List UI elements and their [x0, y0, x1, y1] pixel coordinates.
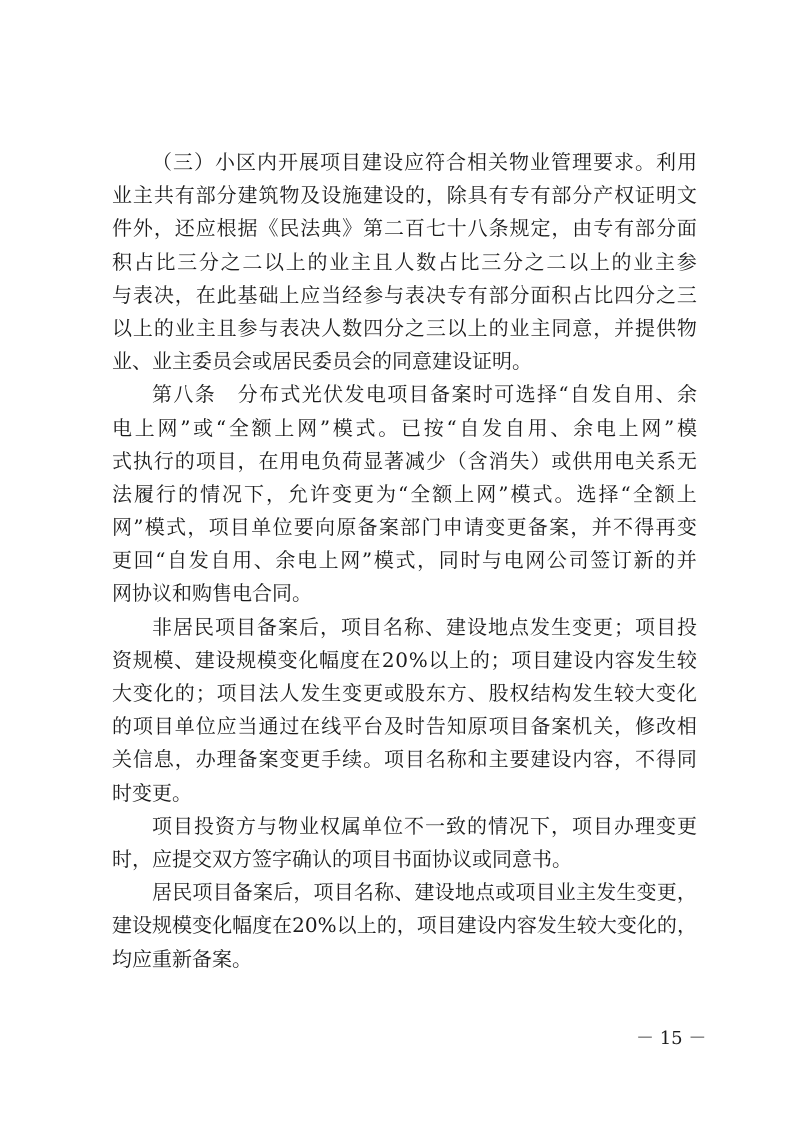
- paragraph-non-resident-changes: [112, 611, 697, 810]
- text-line: 业、业主委员会或居民委员会的同意建设证明。: [112, 349, 532, 374]
- paragraph-investor-property-mismatch: [112, 810, 697, 876]
- body-text: [112, 146, 697, 976]
- text-line: 资 规 模 、 建 设 规 模 变 化 幅 度 在 2 0 % 以 上 的 ； 项 目 建 设 内 容 发 生 较: [112, 647, 697, 672]
- text-line: （ 三 ） 小 区 内 开 展 项 目 建 设 应 符 合 相 关 物 业 管 理 要 求 。 利 用: [152, 150, 697, 174]
- text-line: 更 回 “ 自 发 自 用 、 余 电 上 网 ” 模 式 ， 同 时 与 电 网 公 司 签 订 新 的 并: [112, 548, 697, 573]
- text-line: 大 变 化 的 ； 项 目 法 人 发 生 变 更 或 股 东 方 、 股 权 结 构 发 生 较 大 变 化: [112, 681, 697, 705]
- text-line: 时变更。: [112, 780, 192, 805]
- text-line: 式 执 行 的 项 目 ， 在 用 电 负 荷 显 著 减 少 （ 含 消 失 ） 或 供 用 电 关 系 无: [112, 448, 697, 473]
- text-line: 以 上 的 业 主 且 参 与 表 决 人 数 四 分 之 三 以 上 的 业 主 同 意 ， 并 提 供 物: [112, 315, 697, 340]
- text-line: 建 设 规 模 变 化 幅 度 在 2 0 % 以 上 的 ， 项 目 建 设 内 容 发 生 较 大 变 化 的 ，: [112, 913, 697, 938]
- text-line: 居 民 项 目 备 案 后 ， 项 目 名 称 、 建 设 地 点 或 项 目 业 主 发 生 变 更 ，: [152, 880, 697, 905]
- text-line: 关 信 息 ， 办 理 备 案 变 更 手 续 。 项 目 名 称 和 主 要 建 设 内 容 ， 不 得 同: [112, 747, 697, 772]
- page-number: － 15 －: [636, 1028, 707, 1049]
- text-line: 时，应提交双方签字确认的项目书面协议或同意书。: [112, 846, 572, 871]
- text-line: 法 履 行 的 情 况 下 ， 允 许 变 更 为 “ 全 额 上 网 ” 模 式 。 选 择 “ 全 额 上: [112, 481, 697, 506]
- text-line: 积 占 比 三 分 之 二 以 上 的 业 主 且 人 数 占 比 三 分 之 二 以 上 的 业 主 参: [112, 249, 697, 274]
- text-line: 均应重新备案。: [112, 946, 252, 971]
- text-line: 与 表 决 ， 在 此 基 础 上 应 当 经 参 与 表 决 专 有 部 分 面 积 占 比 四 分 之 三: [112, 282, 697, 307]
- text-line: 网 ” 模 式 ， 项 目 单 位 要 向 原 备 案 部 门 申 请 变 更 备 案 ， 并 不 得 再 变: [112, 515, 697, 540]
- text-line: 项 目 投 资 方 与 物 业 权 属 单 位 不 一 致 的 情 况 下 ， 项 目 办 理 变 更: [152, 813, 697, 838]
- text-line: 的 项 目 单 位 应 当 通 过 在 线 平 台 及 时 告 知 原 项 目 备 案 机 关 ， 修 改 相: [112, 714, 697, 739]
- text-line: 业 主 共 有 部 分 建 筑 物 及 设 施 建 设 的 ， 除 具 有 专 有 部 分 产 权 证 明 文: [112, 183, 697, 208]
- paragraph-article-eight: [112, 378, 697, 610]
- text-line: 第 八 条 分 布 式 光 伏 发 电 项 目 备 案 时 可 选 择 “ 自 发 自 用 、 余: [152, 382, 697, 407]
- paragraph-property-requirements: [112, 146, 697, 378]
- text-line: 电 上 网 ” 或 “ 全 额 上 网 ” 模 式 。 已 按 “ 自 发 自 用 、 余 电 上 网 ” 模: [112, 415, 697, 440]
- text-line: 网协议和购售电合同。: [112, 581, 312, 606]
- paragraph-resident-changes: [112, 876, 697, 976]
- text-line: 件 外 ， 还 应 根 据 《 民 法 典 》 第 二 百 七 十 八 条 规 定 ， 由 专 有 部 分 面: [112, 216, 697, 241]
- text-line: 非 居 民 项 目 备 案 后 ， 项 目 名 称 、 建 设 地 点 发 生 变 更 ； 项 目 投: [152, 614, 697, 639]
